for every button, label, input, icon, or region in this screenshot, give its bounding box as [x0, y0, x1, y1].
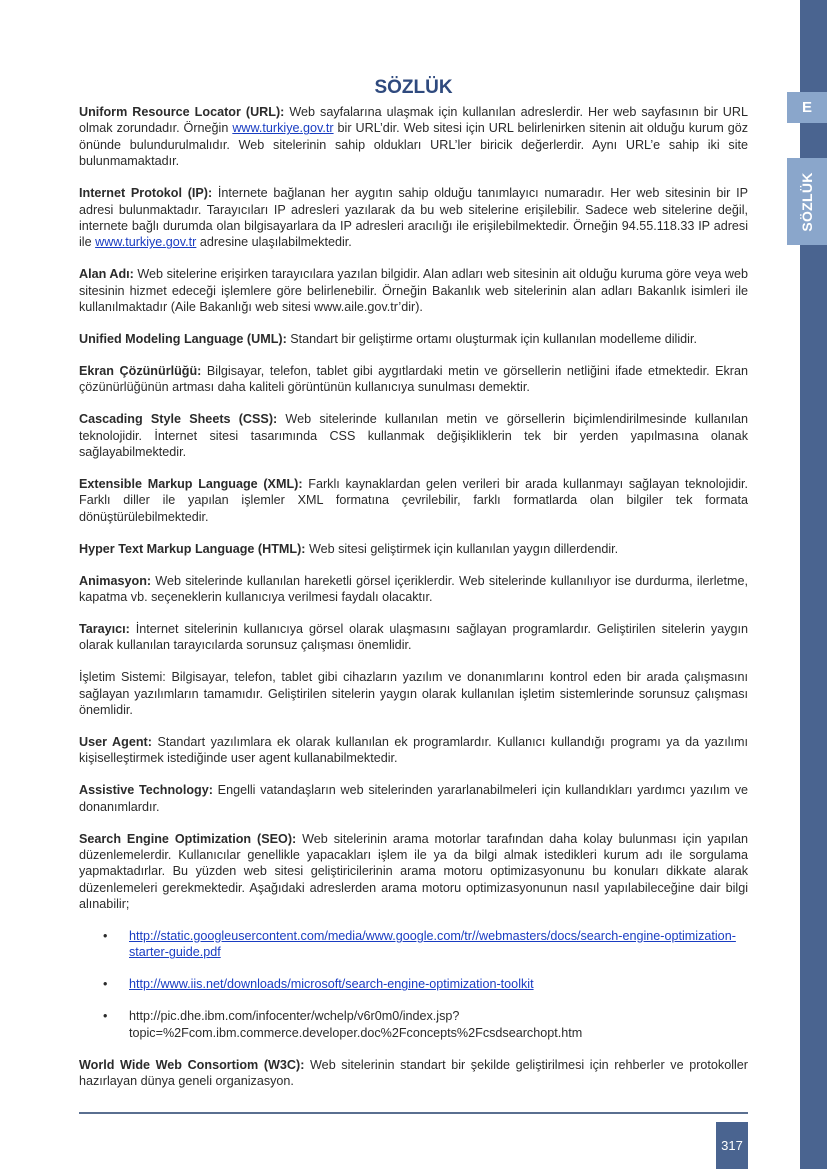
list-item	[79, 1008, 748, 1041]
bullet-icon: •	[103, 1009, 108, 1024]
google-seo-guide-link[interactable]: http://static.googleusercontent.com/media/www.google.com/tr//webmasters/docs/search-engine-optimization-starter-guide.pdf	[129, 929, 736, 960]
glossary-entry-domain	[79, 266, 748, 315]
entry-definition: Standart yazılımlara ek olarak kullanılan ek programlardır. Kullanıcı kullandığı programı ya da yazılımı kişiselleştirmek istediğinde user agent kullanabilmektedir.	[79, 734, 748, 766]
page-title: SÖZLÜK	[374, 77, 453, 98]
entry-term: Internet Protokol (IP):	[79, 186, 213, 201]
entry-definition: Farklı kaynaklardan gelen verileri bir arada kullanmayı sağlayan teknolojidir. Farklı diller ile yapılan işlemler XML formatına çevrilebilir, farklı formatlarda olan bilgiler tek formata dönüştürülebilmektedir.	[79, 476, 749, 524]
glossary-entry-url: Uniform Resource Locator (URL): Web sayfalarına ulaşmak için kullanılan adreslerdir. Her web sayfasının bir URL olmak zorundadır. Örneğin www.turkiye.gov.tr bir URL’dir. Web sitesi için URL belirlenirken sitenin ait olduğu kurum göz önünde bulundurulmalıdır. Web sitelerinin sahip oldukları URL’ler biricik değerlerdir. Aynı URL’e sahip iki site bulunmamaktadır.	[79, 105, 749, 169]
entry-term: Unified Modeling Language (UML):	[79, 331, 287, 346]
entry-definition: İşletim Sistemi: Bilgisayar, telefon, tablet gibi cihazların yazılım ve donanımlarını kontrol eden bir arada çalışmasını sağlayan yazılımların tamamıdır. Geliştirilen sitelerin yaygın olarak kullanılan işletim sistemlerinde sorunsuz çalışması önemlidir.	[79, 670, 748, 717]
entry-term: Cascading Style Sheets (CSS):	[79, 412, 278, 427]
glossary-entry-os	[79, 669, 748, 718]
glossary-entry-seo	[79, 831, 748, 913]
entry-definition: Web sitelerinin arama motorlar tarafından daha kolay bulunması için yapılan düzenlemelerdir. Kullanıcılar genellikle yapacakları işlem ile ya da bilgi almak istedikleri kurum adı ile sorgulama yapmaktadırlar. Bu yüzden web sitesi geliştiricilerinin arama motoru optimizasyonunu bu konuları dikkate alarak düzenlemeleri gerekmektedir. Aşağıdaki adreslerden arama motoru optimizasyonunun nasıl yapılabileceğine dair bilgi alınabilir;	[79, 831, 749, 912]
turkiye-gov-link[interactable]: www.turkiye.gov.tr	[95, 235, 197, 250]
glossary-entry-css	[79, 411, 748, 460]
entry-term: User Agent:	[79, 734, 152, 749]
entry-term: Extensible Markup Language (XML):	[79, 476, 303, 491]
glossary-entry-assistive-tech	[79, 782, 748, 815]
glossary-content	[79, 76, 748, 1105]
bullet-icon: •	[103, 929, 108, 944]
entry-term: Uniform Resource Locator (URL):	[79, 105, 285, 119]
entry-term: Animasyon:	[79, 573, 152, 588]
ibm-seo-url: http://pic.dhe.ibm.com/infocenter/wchelp/v6r0m0/index.jsp?topic=%2Fcom.ibm.commerce.developer.doc%2Fconcepts%2Fcsdsearchopt.htm	[129, 1009, 583, 1040]
entry-definition: İnternet sitelerinin kullanıcıya görsel olarak ulaşmasını sağlayan programlardır. Geliştirilen sitelerin yaygın olarak kullanılan tarayıcılarda sorunsuz çalışması önemlidir.	[79, 621, 748, 653]
section-name-tab	[787, 158, 827, 245]
glossary-entry-resolution	[79, 363, 748, 396]
glossary-entry-uml	[79, 331, 748, 347]
turkiye-gov-link[interactable]: www.turkiye.gov.tr	[232, 121, 334, 136]
list-item	[79, 976, 748, 992]
list-item	[79, 928, 748, 961]
entry-term: Ekran Çözünürlüğü:	[79, 363, 202, 378]
entry-definition: Engelli vatandaşların web sitelerinden yararlanabilmeleri için kullandıkları yardımcı yazılım ve donanımlardır.	[79, 783, 749, 814]
glossary-entry-html	[79, 541, 748, 557]
glossary-entry-browser	[79, 621, 748, 654]
entry-definition: Web sitesi geliştirmek için kullanılan yaygın dillerdendir.	[305, 541, 619, 556]
bullet-icon: •	[103, 977, 108, 992]
seo-link-list	[79, 928, 748, 1041]
entry-definition: Web sitelerine erişirken tarayıcılara yazılan bilgidir. Alan adları web sitesinin ait olduğu kuruma göre veya web sitesinin hizmet edeceği işlemlere göre belirlenebilir. Örneğin Bakanlık web sitelerinin alan adları Bakanlık isimleri ile kullanılmaktadır (Aile Bakanlığı web sitesi www.aile.gov.tr’dir).	[79, 267, 748, 315]
entry-definition: Standart bir geliştirme ortamı oluşturmak için kullanılan modelleme dilidir.	[286, 331, 697, 346]
section-letter-tab: E	[787, 92, 827, 123]
entry-term: Tarayıcı:	[79, 621, 130, 636]
glossary-entry-w3c	[79, 1057, 748, 1090]
glossary-entry-xml	[79, 476, 748, 525]
entry-term: Hyper Text Markup Language (HTML):	[79, 541, 306, 556]
entry-term: Alan Adı:	[79, 267, 134, 282]
entry-term: World Wide Web Consortiom (W3C):	[79, 1057, 305, 1072]
glossary-entry-animation	[79, 573, 748, 606]
glossary-entry-user-agent	[79, 734, 748, 767]
entry-term: Assistive Technology:	[79, 783, 213, 798]
section-name-label: SÖZLÜK	[799, 171, 815, 232]
entry-definition: Web sitelerinde kullanılan hareketli görsel içeriklerdir. Web sitelerinde kullanılıyor ise durdurma, ilerletme, kapatma vb. seçeneklerin kullanıcıya verilmesi faydalı olacaktır.	[79, 573, 748, 604]
entry-term: Search Engine Optimization (SEO):	[79, 831, 297, 846]
footer-divider	[79, 1112, 748, 1114]
entry-definition: Web sitelerinin standart bir şekilde geliştirilmesi için rehberler ve protokoller hazırlayan dünya geneli organizasyon.	[79, 1057, 749, 1088]
entry-definition: Web sitelerinde kullanılan metin ve görsellerin biçimlendirilmesinde kullanılan teknolojidir. İnternet sitesi tasarımında CSS kullanmak değişikliklerin tek bir yerden yapılmasına olanak sağlayabilmektedir.	[79, 412, 748, 459]
page-number: 317	[716, 1122, 748, 1169]
glossary-entry-ip: Internet Protokol (IP): İnternete bağlanan her aygıtın sahip olduğu tanımlayıcı numaradır. Her web sitesinin bir IP adresi bulunmaktadır. Tarayıcıları IP adresleri yazılarak da bu web sitelerine erişilebilir. Sadece web sitelerine değil, internete bağlı durumda olan bilgisayarlara da IP adresleri aracılığı ile erişilebilmektedir. Örneğin 94.55.118.33 IP adresi ile www.turkiye.gov.tr adresine ulaşılabilmektedir.	[79, 186, 748, 250]
entry-definition: Bilgisayar, telefon, tablet gibi aygıtlardaki metin ve görsellerin netliğini ifade etmektedir. Ekran çözünürlüğünün artması daha kaliteli görüntünün kullanıcıya sunulması demektir.	[79, 363, 748, 395]
iis-seo-toolkit-link[interactable]: http://www.iis.net/downloads/microsoft/search-engine-optimization-toolkit	[129, 977, 534, 992]
